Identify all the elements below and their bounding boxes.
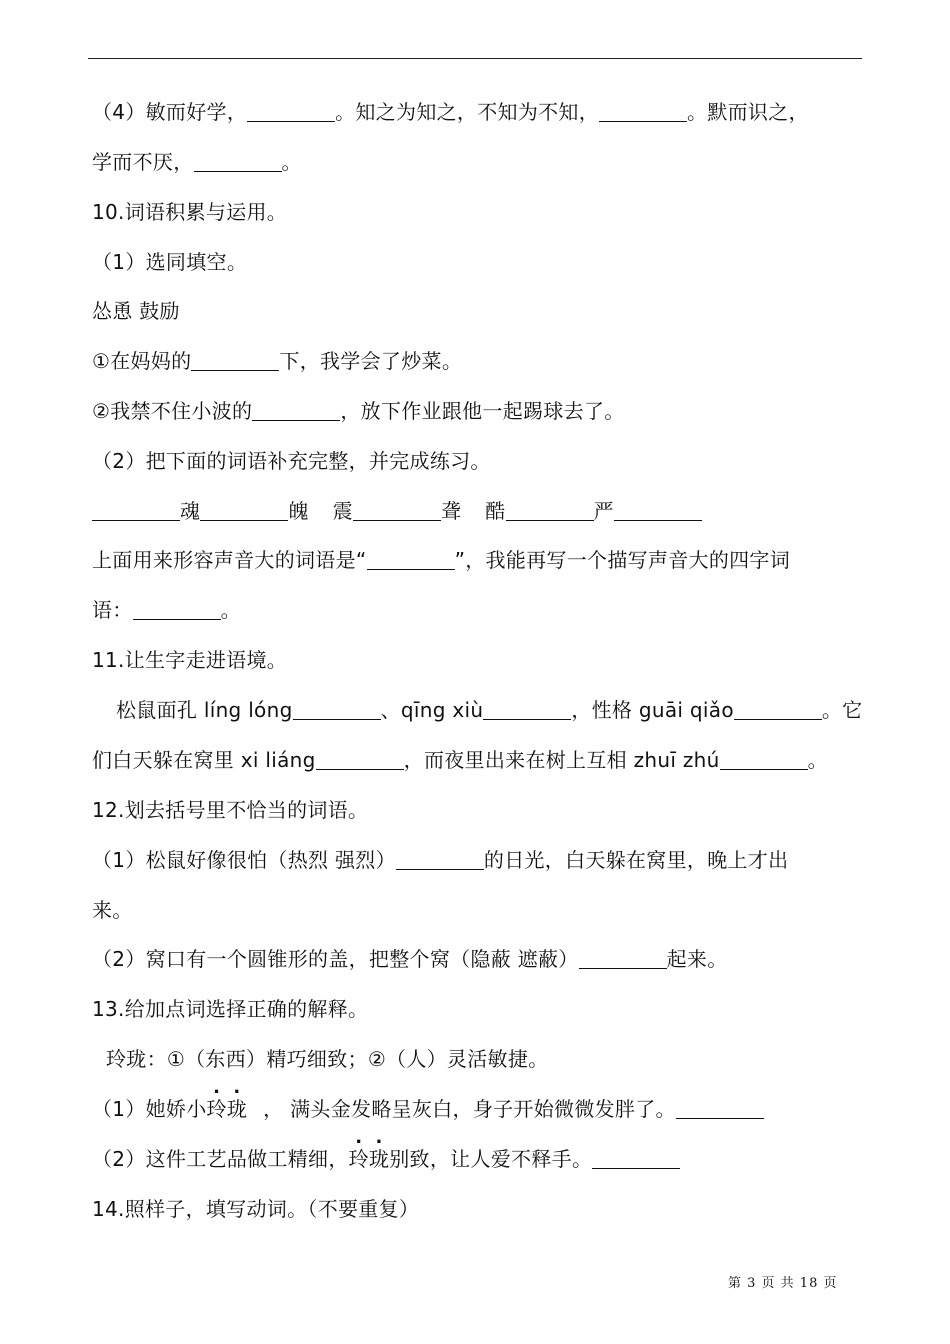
q10-sub2: （2）把下面的词语补充完整，并完成练习。 <box>92 449 491 473</box>
answer-blank[interactable] <box>396 849 484 870</box>
dotted-char: 珑 <box>226 1097 248 1121</box>
page-number: 第 3 页 共 18 页 <box>728 1276 838 1291</box>
q11-line-1 <box>116 696 862 724</box>
answer-blank[interactable] <box>720 749 808 770</box>
answer-blank[interactable] <box>247 101 335 122</box>
text: ， 满头金发略呈灰白，身子开始微微发胖了。 <box>263 1097 676 1121</box>
text: 语： <box>92 598 133 622</box>
text: 上面用来形容声音大的词语是“ <box>92 548 367 572</box>
answer-blank[interactable] <box>367 549 455 570</box>
text: 别致，让人爱不释手。 <box>389 1147 593 1171</box>
text: 学而不厌， <box>92 150 194 174</box>
q12-sentence-2 <box>92 945 728 973</box>
q10-options: 怂恿 鼓励 <box>92 299 180 323</box>
text: 的日光，白天躲在窝里，晚上才出 <box>483 848 789 872</box>
text: 。 <box>220 598 241 622</box>
text: ，而夜里出来在树上互相 zhuī zhú <box>403 748 720 772</box>
text: 、qīng xiù <box>380 698 484 722</box>
q10-question-line-2 <box>92 596 241 624</box>
text: ②我禁不住小波的 <box>92 399 253 423</box>
q9-line-2 <box>92 148 302 176</box>
q11-title: 11.让生字走进语境。 <box>92 648 288 672</box>
text: ①在妈妈的 <box>92 349 192 373</box>
q14-title: 14.照样子，填写动词。（不要重复） <box>92 1197 420 1221</box>
idiom-char: 严 <box>593 499 614 523</box>
q13-title: 13.给加点词选择正确的解释。 <box>92 997 369 1021</box>
answer-blank[interactable] <box>293 699 381 720</box>
answer-blank[interactable] <box>200 500 288 521</box>
q9-line-1 <box>92 98 809 126</box>
q13-sentence-2 <box>92 1145 680 1173</box>
idiom-char: 魄 <box>288 499 309 523</box>
text: 。 <box>807 748 828 772</box>
idiom-char: 酷 <box>485 499 506 523</box>
answer-blank[interactable] <box>579 948 667 969</box>
q11-line-2 <box>92 746 828 774</box>
answer-blank[interactable] <box>483 699 571 720</box>
answer-blank[interactable] <box>734 699 822 720</box>
dotted-char: 玲 <box>206 1097 227 1121</box>
header-rule <box>88 58 862 59</box>
text: ，放下作业跟他一起踢球去了。 <box>340 399 625 423</box>
q10-sentence-1 <box>92 347 462 375</box>
text: 松鼠面孔 líng lóng <box>116 698 293 722</box>
text: ”，我能再写一个描写声音大的四字词 <box>454 548 791 572</box>
text: ，性格 guāi qiǎo <box>571 698 734 722</box>
answer-blank[interactable] <box>194 151 282 172</box>
text: 下，我学会了炒菜。 <box>279 349 463 373</box>
q10-title: 10.词语积累与运用。 <box>92 200 288 224</box>
answer-blank[interactable] <box>133 599 221 620</box>
answer-blank[interactable] <box>614 500 702 521</box>
text: 。默而识之， <box>687 100 809 124</box>
answer-blank[interactable] <box>353 500 441 521</box>
q10-question-line-1 <box>92 546 790 574</box>
idiom-char: 聋 <box>440 499 462 523</box>
dotted-char: 玲 <box>348 1147 369 1171</box>
q13-sentence-1 <box>92 1095 764 1123</box>
q10-idiom-row <box>92 497 702 525</box>
answer-blank[interactable] <box>592 1148 680 1169</box>
q10-sub1: （1）选同填空。 <box>92 250 248 274</box>
text: 起来。 <box>666 947 728 971</box>
q12-sentence-1 <box>92 846 788 874</box>
answer-blank[interactable] <box>599 101 687 122</box>
dotted-char: 珑 <box>368 1147 390 1171</box>
text: （2）窝口有一个圆锥形的盖，把整个窝（隐蔽 遮蔽） <box>92 947 579 971</box>
q12-title: 12.划去括号里不恰当的词语。 <box>92 798 369 822</box>
answer-blank[interactable] <box>252 400 340 421</box>
q12-sentence-1-cont: 来。 <box>92 898 133 922</box>
text: 。 <box>281 150 302 174</box>
text: 。知之为知之，不知为不知， <box>335 100 600 124</box>
text: （1）松鼠好像很怕（热烈 强烈） <box>92 848 396 872</box>
text: 。它 <box>821 698 863 722</box>
idiom-char: 震 <box>332 499 353 523</box>
text: （2）这件工艺品做工精细， <box>92 1147 349 1171</box>
answer-blank[interactable] <box>676 1098 764 1119</box>
answer-blank[interactable] <box>191 350 279 371</box>
answer-blank[interactable] <box>92 500 180 521</box>
answer-blank[interactable] <box>316 749 404 770</box>
answer-blank[interactable] <box>506 500 594 521</box>
text: （4）敏而好学， <box>92 100 248 124</box>
q10-sentence-2 <box>92 397 625 425</box>
q13-definition: 玲珑：①（东西）精巧细致；②（人）灵活敏捷。 <box>106 1047 549 1071</box>
text: 们白天躲在窝里 xi liáng <box>92 748 316 772</box>
text: （1）她娇小 <box>92 1097 207 1121</box>
idiom-char: 魂 <box>180 499 201 523</box>
